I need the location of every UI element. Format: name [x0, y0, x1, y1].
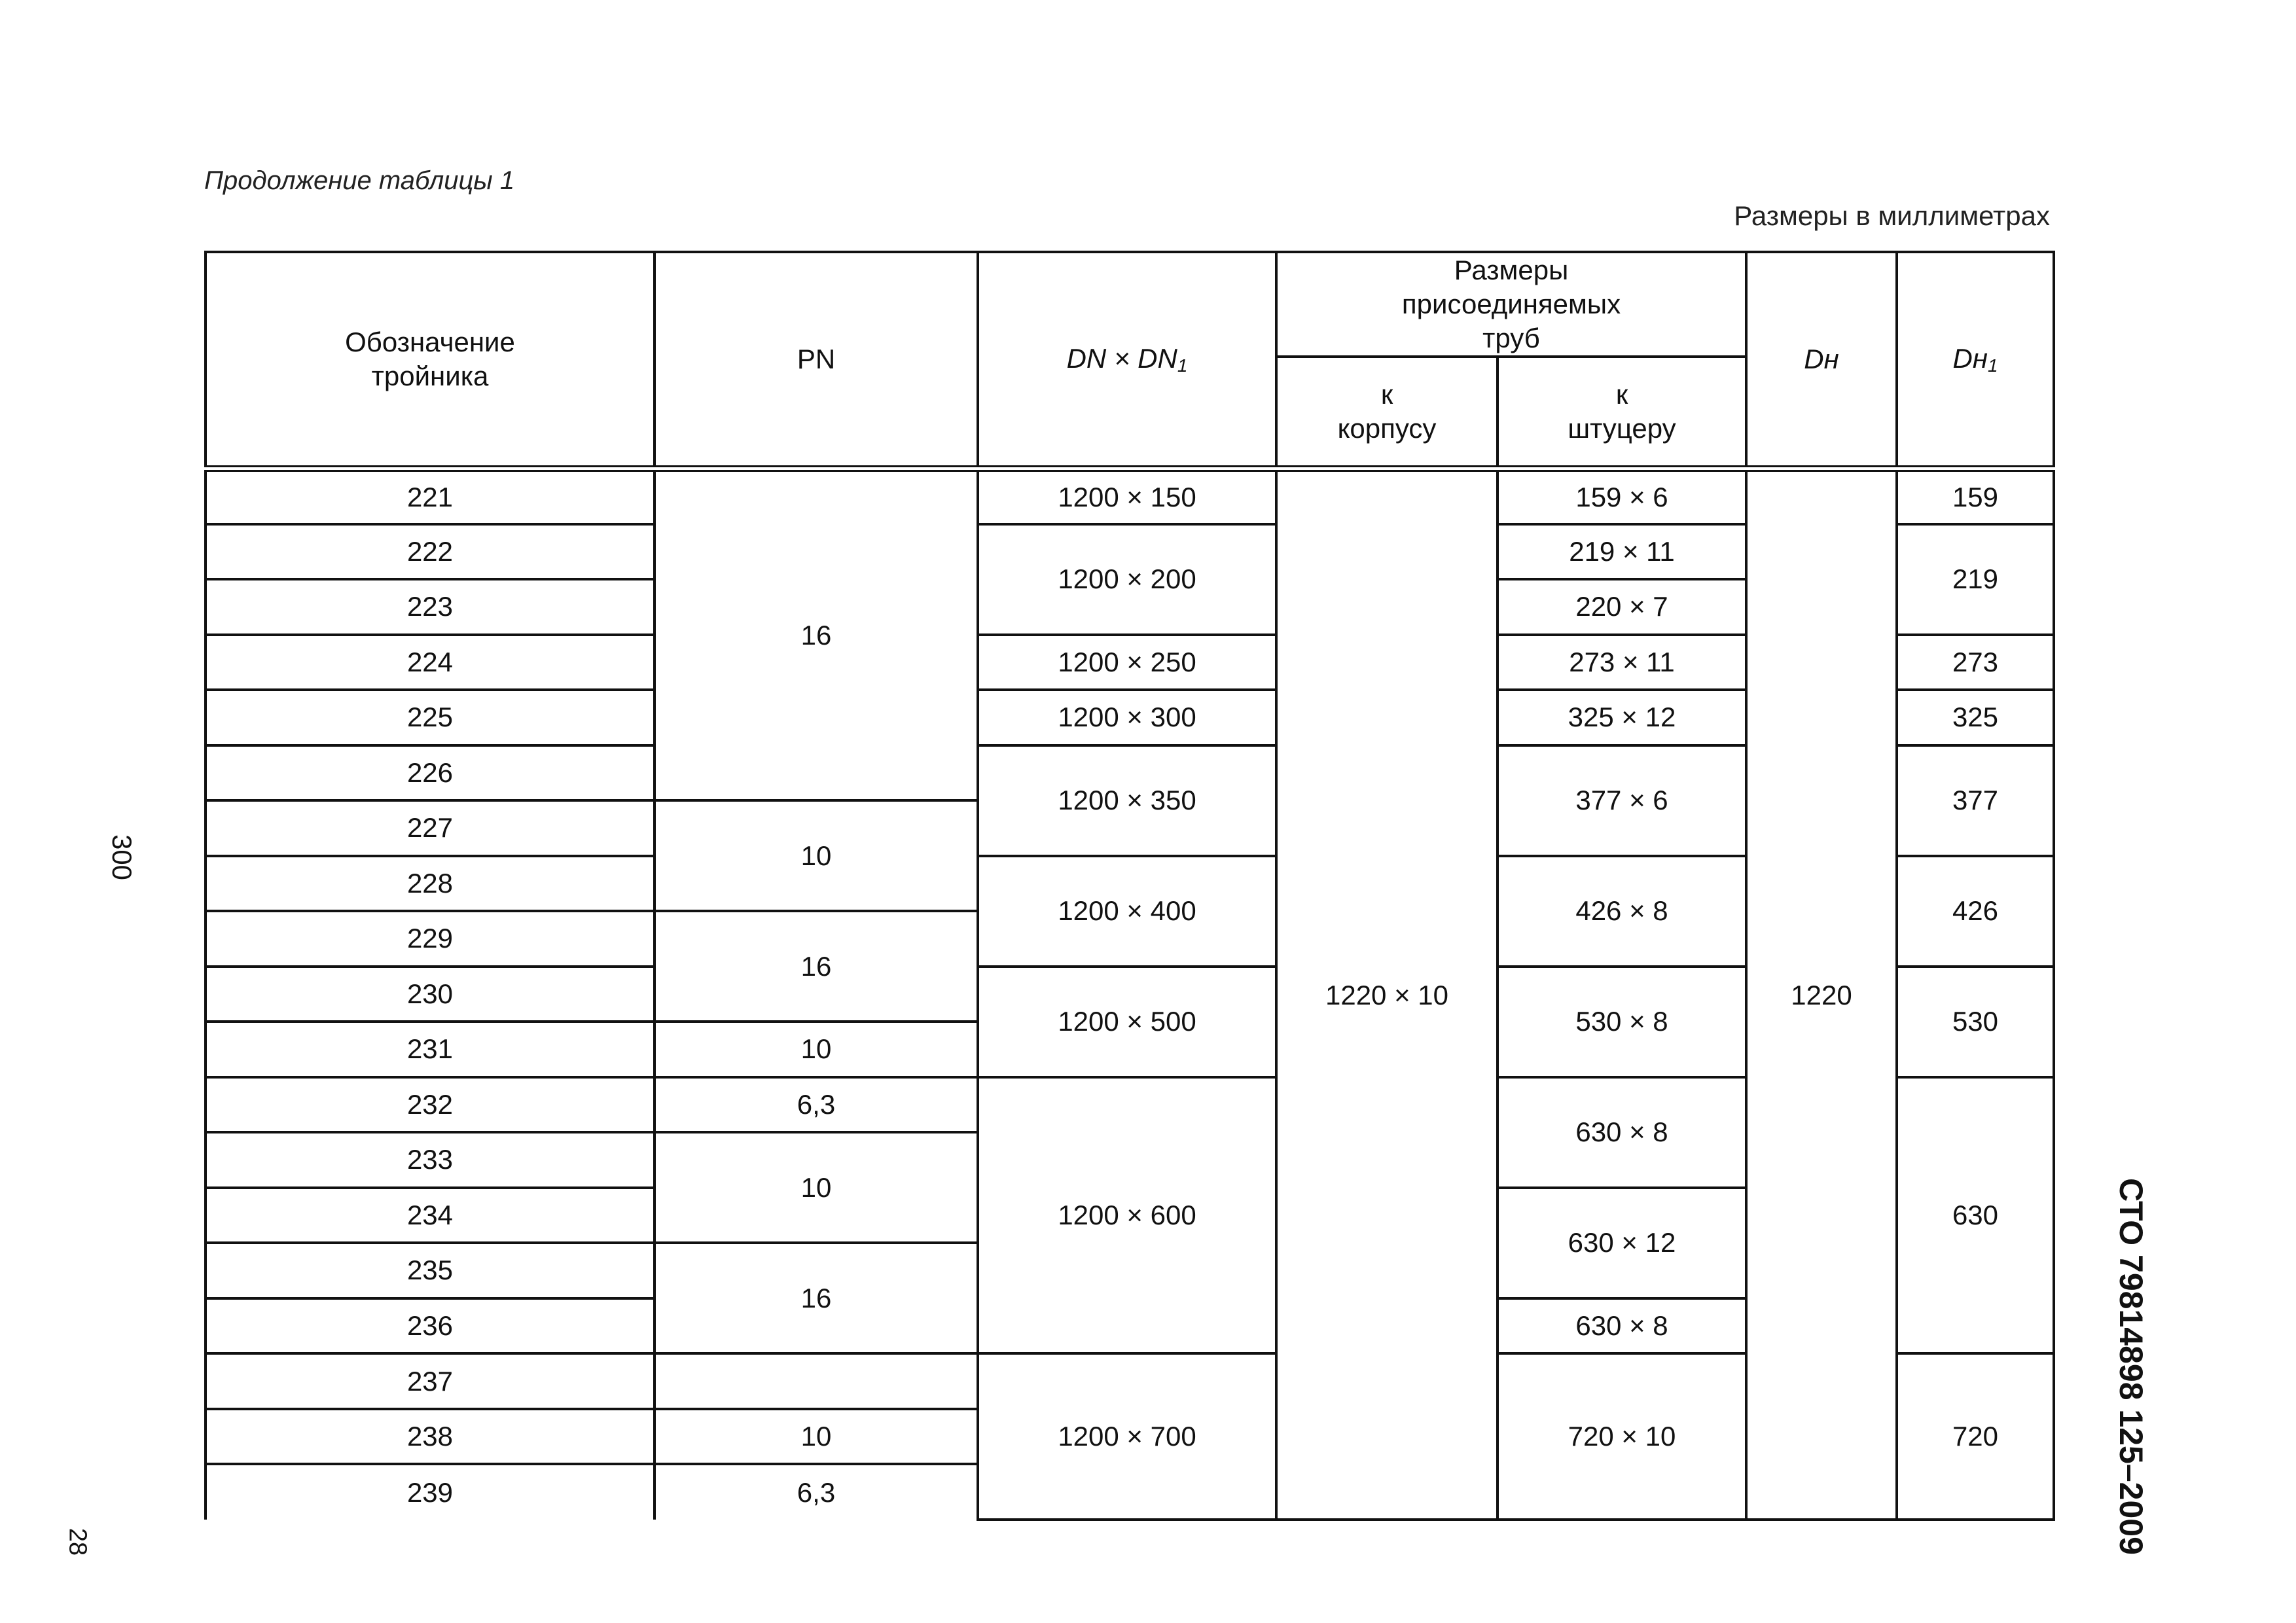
designation-cell: 228	[206, 856, 655, 912]
pn-cell: 16	[655, 1243, 978, 1353]
fitting-pipe-cell: 325 × 12	[1498, 690, 1746, 745]
dn-cell: 1200 × 150	[978, 469, 1276, 524]
fitting-pipe-cell: 720 × 10	[1498, 1353, 1746, 1520]
table-row	[206, 469, 2054, 524]
designation-cell: 230	[206, 967, 655, 1022]
dh-cell: 1220	[1746, 469, 1897, 1520]
standard-code: СТО 79814898 125–2009	[2113, 1178, 2149, 1555]
designation-cell: 222	[206, 524, 655, 580]
designation-cell: 231	[206, 1022, 655, 1077]
fitting-pipe-cell: 630 × 8	[1498, 1077, 1746, 1188]
header-to-fitting: к штуцеру	[1498, 357, 1746, 469]
fitting-pipe-cell: 220 × 7	[1498, 579, 1746, 635]
body-pipe-cell: 1220 × 10	[1276, 469, 1498, 1520]
dn-cell: 1200 × 500	[978, 967, 1276, 1077]
fitting-pipe-cell: 273 × 11	[1498, 635, 1746, 690]
dh1-cell: 377	[1897, 745, 2054, 856]
dh1-cell: 325	[1897, 690, 2054, 745]
pn-cell: 10	[655, 1409, 978, 1465]
dn-cell: 1200 × 250	[978, 635, 1276, 690]
designation-cell: 223	[206, 579, 655, 635]
designation-cell: 225	[206, 690, 655, 745]
designation-cell: 224	[206, 635, 655, 690]
header-dn: DN × $DN_1$	[978, 252, 1276, 469]
designation-cell: 229	[206, 911, 655, 967]
fitting-pipe-cell: 630 × 8	[1498, 1298, 1746, 1354]
fitting-pipe-cell: 426 × 8	[1498, 856, 1746, 967]
header-pipe-sizes: Размеры присоединяемых труб	[1276, 252, 1746, 357]
pn-cell: 6,3	[655, 1464, 978, 1520]
dh1-cell: 219	[1897, 524, 2054, 635]
fitting-pipe-cell: 219 × 11	[1498, 524, 1746, 580]
units-note: Размеры в миллиметрах	[1734, 200, 2050, 231]
designation-cell: 234	[206, 1188, 655, 1243]
dn-cell: 1200 × 200	[978, 524, 1276, 635]
designation-cell: 227	[206, 800, 655, 856]
designation-cell: 233	[206, 1132, 655, 1188]
pn-cell: 6,3	[655, 1077, 978, 1133]
designation-cell: 226	[206, 745, 655, 801]
dh1-cell: 720	[1897, 1353, 2054, 1520]
dimensions-table	[204, 251, 2055, 1521]
designation-cell: 232	[206, 1077, 655, 1133]
pn-cell: 10	[655, 800, 978, 911]
dh1-cell: 426	[1897, 856, 2054, 967]
header-pn: PN	[655, 252, 978, 469]
side-page-number: 300	[107, 834, 137, 881]
dh1-cell: 159	[1897, 469, 2054, 524]
header-to-body: к корпусу	[1276, 357, 1498, 469]
pn-cell: 16	[655, 469, 978, 800]
table-caption: Продолжение таблицы 1	[204, 166, 515, 195]
dn-cell: 1200 × 300	[978, 690, 1276, 745]
dh1-cell: 630	[1897, 1077, 2054, 1354]
fitting-pipe-cell: 159 × 6	[1498, 469, 1746, 524]
designation-cell: 238	[206, 1409, 655, 1465]
header-dh1: $Dн_1$	[1897, 252, 2054, 469]
designation-cell: 239	[206, 1464, 655, 1520]
dn-cell: 1200 × 350	[978, 745, 1276, 856]
pn-cell: 16	[655, 911, 978, 1022]
designation-cell: 237	[206, 1353, 655, 1409]
pn-cell	[655, 1353, 978, 1409]
header-designation: Обозначение тройника	[206, 252, 655, 469]
dh1-cell: 273	[1897, 635, 2054, 690]
dn-cell: 1200 × 400	[978, 856, 1276, 967]
designation-cell: 235	[206, 1243, 655, 1298]
dn-cell: 1200 × 600	[978, 1077, 1276, 1354]
designation-cell: 236	[206, 1298, 655, 1354]
dn-cell: 1200 × 700	[978, 1353, 1276, 1520]
fitting-pipe-cell: 630 × 12	[1498, 1188, 1746, 1298]
page-number: 28	[63, 1527, 92, 1556]
header-dh: Dн	[1746, 252, 1897, 469]
pn-cell: 10	[655, 1132, 978, 1243]
fitting-pipe-cell: 530 × 8	[1498, 967, 1746, 1077]
pn-cell: 10	[655, 1022, 978, 1077]
designation-cell: 221	[206, 469, 655, 524]
fitting-pipe-cell: 377 × 6	[1498, 745, 1746, 856]
dh1-cell: 530	[1897, 967, 2054, 1077]
